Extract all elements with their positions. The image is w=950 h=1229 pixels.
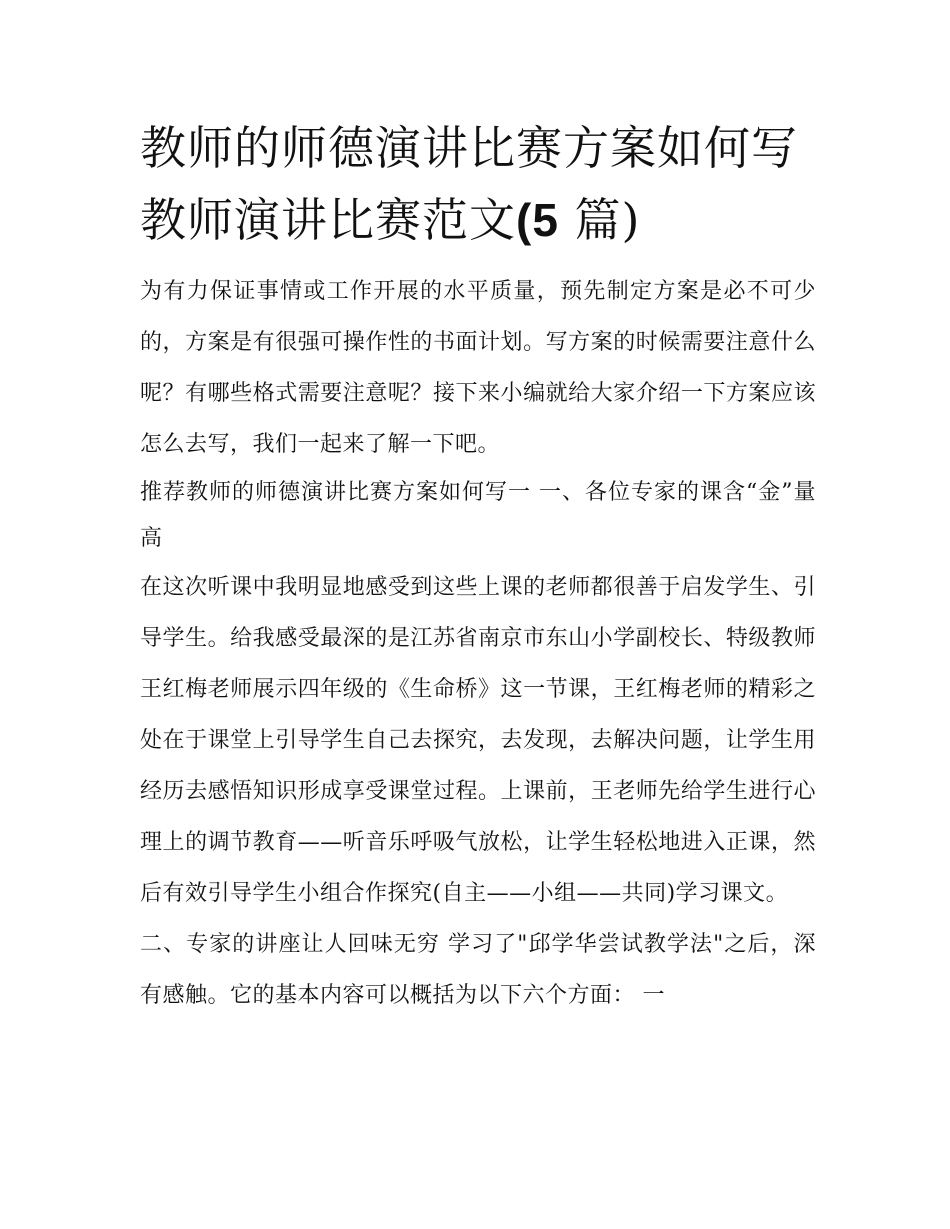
section-one-heading: 推荐教师的师德演讲比赛方案如何写一 一、各位专家的课含“金”量高: [140, 480, 816, 551]
title-main: 教师的师德演讲比赛方案如何写 教师演讲比赛范文: [140, 121, 798, 247]
intro-paragraph: 为有力保证事情或工作开展的水平质量，预先制定方案是必不可少的，方案是有很强可操作性的书面计划。写方案的时候需要注意什么呢？有哪些格式需要注意呢？接下来小编就给大家介绍一下方案应该怎么去写，我们一起来了解一下吧。: [140, 279, 816, 457]
document-title: [140, 112, 816, 256]
title-count: 5: [532, 194, 559, 246]
body-paragraph: 在这次听课中我明显地感受到这些上课的老师都很善于启发学生、引导学生。给我感受最深的是江苏省南京市东山小学副校长、特级教师王红梅老师展示四年级的《生命桥》这一节课，王红梅老师的精彩之处在于课堂上引导学生自己去探究，去发现，去解决问题，让学生用经历去感悟知识形成享受课堂过程。上课前，王老师先给学生进行心理上的调节教育——听音乐呼吸气放松，让学生轻松地进入正课，然后有效引导学生小组合作探究(自主——小组——共同)学习课文。: [140, 575, 816, 906]
document-page: [140, 112, 816, 1021]
section-two-paragraph: 二、专家的讲座让人回味无穷 学习了"邱学华尝试教学法"之后，深有感触。它的基本内容可以概括为以下六个方面： 一: [140, 932, 816, 1008]
title-paren-open: (: [516, 194, 533, 246]
title-unit: 篇): [558, 193, 641, 247]
